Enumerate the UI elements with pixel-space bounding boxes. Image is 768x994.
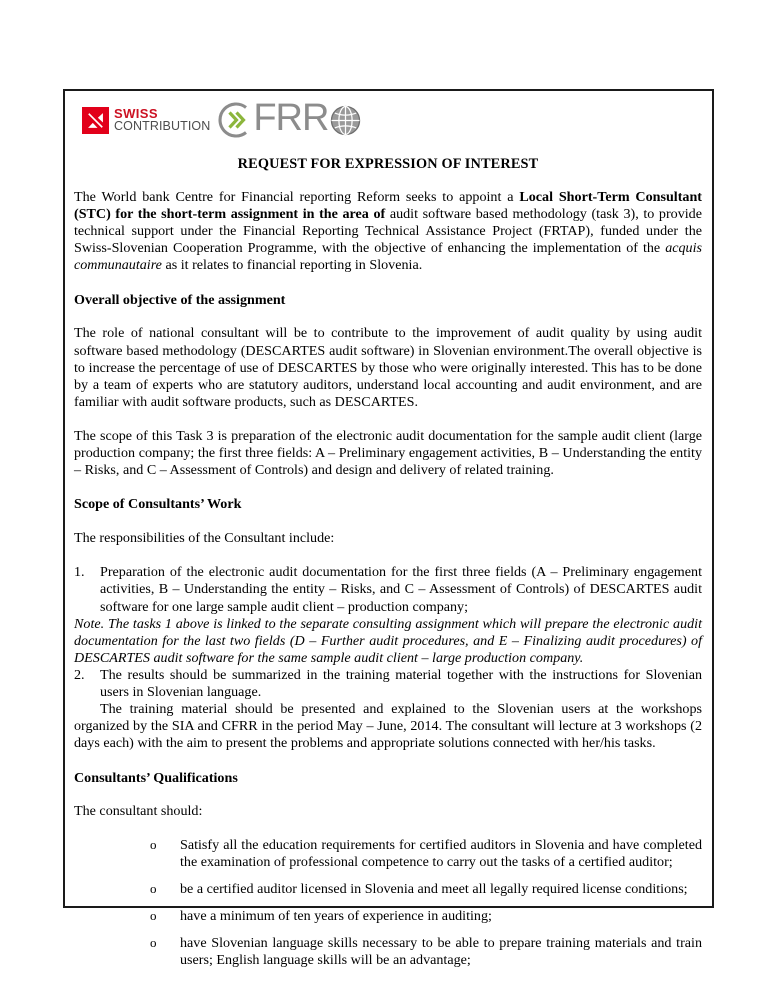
spacer (74, 308, 702, 325)
document-frame (63, 89, 714, 969)
swiss-contribution-wordmark (114, 107, 210, 133)
intro-italic-term: acquis communautaire (74, 240, 702, 274)
list-item-text: have a minimum of ten years of experience in auditing; (180, 907, 492, 924)
spacer (74, 513, 702, 530)
qualifications-lead-text: The consultant should: (74, 803, 203, 820)
document-content (65, 91, 712, 969)
list-item-text: have Slovenian language skills necessary to be able to prepare training materials and train users; English language skills will be an advantage; (180, 935, 702, 969)
section-heading-overall-objective: Overall objective of the assignment (74, 291, 286, 308)
spacer (74, 479, 702, 496)
list-item (150, 935, 702, 969)
intro-part1: The World bank Centre for Financial reporting Reform seeks to appoint a (74, 189, 520, 205)
scope-lead-text: The responsibilities of the Consultant include: (74, 530, 335, 547)
swiss-contribution-logo (82, 107, 210, 134)
cfrr-c-chevron-icon (216, 100, 256, 140)
qualifications-bullet-list (74, 837, 702, 970)
circle-bullet-icon: o (150, 836, 157, 852)
overall-objective-paragraph-1: The role of national consultant will be to contribute to the improvement of audit quality by using audit software based methodology (DESCARTES audit software) in Slovenian environment.The overall objective is to increase the percentage of use of DESCARTES by those who were originally interested. This has to be done by a team of experts who are statutory auditors, understand local accounting and audit environment, and are familiar with audit software products, such as DESCARTES. (74, 325, 702, 410)
list-item-text: Satisfy all the education requirements for certified auditors in Slovenia and have completed the examination of professional competence to carry out the tasks of a certified auditor; (180, 836, 702, 870)
swiss-label: SWISS (114, 106, 158, 122)
contribution-label: CONTRIBUTION (114, 119, 211, 134)
intro-part3: as it relates to financial reporting in Slovenia. (161, 257, 423, 274)
spacer (74, 753, 702, 770)
intro-part2: audit software based methodology (task 3), to provide technical support under the Financial Reporting Technical Assistance Project (FRTAP), funded under the Swiss-Slovenian Cooperation Programme, with the objective of enhancing the implementation of the (74, 206, 702, 257)
spacer (74, 821, 702, 837)
globe-icon (329, 104, 362, 137)
spacer (74, 786, 702, 803)
list-item-text: The results should be summarized in the training material together with the instructions for Slovenian users in Slovenian language. (100, 667, 702, 701)
swiss-cross-arrow-icon (82, 107, 109, 134)
spacer (74, 547, 702, 564)
cfrr-logo (216, 97, 362, 140)
page-title: REQUEST FOR EXPRESSION OF INTEREST (237, 156, 539, 172)
list-item-marker: 1. (74, 564, 85, 581)
logo-band (74, 97, 702, 143)
overall-objective-paragraph-2: The scope of this Task 3 is preparation of the electronic audit documentation for the sample audit client (large production company; the first three fields: A – Preliminary engagement activities, B – Understanding the entity – Risks, and C – Assessment of Controls) and design and delivery of related training. (74, 428, 702, 479)
list-item (74, 667, 702, 701)
section-heading-scope-of-work: Scope of Consultants’ Work (74, 496, 242, 513)
scope-numbered-list-continued (74, 667, 702, 701)
circle-bullet-icon: o (150, 935, 157, 950)
list-item (150, 837, 702, 871)
spacer (74, 411, 702, 428)
spacer (74, 173, 702, 189)
list-item (74, 564, 702, 615)
scope-note-paragraph: Note. The tasks 1 above is linked to the separate consulting assignment which will prepare the electronic audit documentation for the last two fields (D – Further audit procedures, and E – Finalizing audit procedures) of DESCARTES audit software for the same sample audit client – large production company. (74, 615, 702, 666)
list-item (150, 908, 702, 925)
list-item (150, 881, 702, 898)
circle-bullet-icon: o (150, 880, 157, 896)
intro-paragraph (74, 189, 702, 275)
list-item-marker: 2. (74, 667, 85, 683)
scope-numbered-list (74, 564, 702, 615)
circle-bullet-icon: o (150, 907, 157, 923)
spacer (74, 275, 702, 292)
cfrr-letters: FRR (253, 97, 329, 139)
intro-bold-role: Local Short-Term Consultant (STC) for the short-term assignment in the area of (74, 189, 702, 223)
list-item-text: be a certified auditor licensed in Slovenia and meet all legally required license conditions; (180, 880, 688, 897)
scope-closing-paragraph: The training material should be presented and explained to the Slovenian users at the workshops organized by the SIA and CFRR in the period May – June, 2014. The consultant will lecture at 3 workshops (2 days each) with the aim to present the problems and appropriate solutions connected with her/his tasks. (74, 701, 702, 752)
section-heading-qualifications: Consultants’ Qualifications (74, 769, 238, 786)
list-item-text: Preparation of the electronic audit documentation for the first three fields (A – Preliminary engagement activities, B – Understanding the entity – Risks, and C – Assessment of Controls) of DESCARTES audit software for one large sample audit client – production company; (100, 564, 702, 615)
